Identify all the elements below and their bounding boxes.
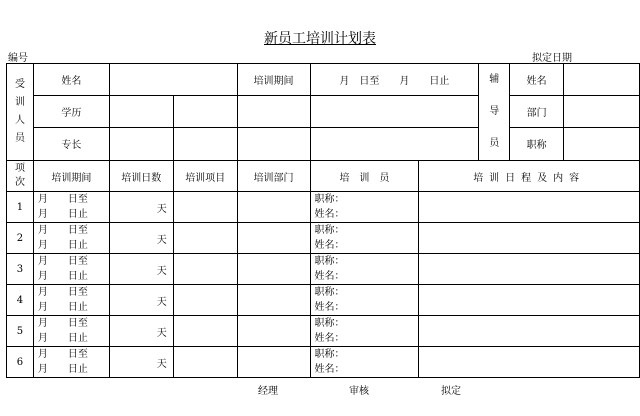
row-department[interactable] — [237, 254, 310, 285]
period-from: 月 日至 — [37, 194, 88, 205]
row-trainer[interactable] — [310, 192, 419, 223]
row-department[interactable] — [237, 347, 310, 378]
table-row — [7, 316, 640, 347]
blank-cell[interactable] — [310, 95, 479, 127]
mentor-group-label: 辅导员 — [479, 64, 510, 161]
period-from: 月 日至 — [37, 318, 88, 329]
row-period[interactable] — [33, 316, 109, 347]
trainee-period-label: 培训期间 — [237, 64, 310, 96]
trainee-group-label: 受训人员 — [7, 64, 34, 161]
trainee-specialty-label: 专长 — [33, 127, 109, 160]
manager-label: 经理 — [258, 386, 278, 397]
row-content[interactable] — [419, 254, 640, 285]
blank-cell[interactable] — [310, 127, 479, 160]
trainer-name: 姓名： — [314, 271, 345, 282]
mentor-title-label: 职称 — [510, 127, 564, 160]
row-project[interactable] — [173, 254, 237, 285]
table-row — [7, 192, 640, 223]
table-row — [7, 223, 640, 254]
period-to: 月 日止 — [37, 364, 88, 375]
trainer-name: 姓名： — [314, 209, 345, 220]
row-content[interactable] — [419, 347, 640, 378]
row-content[interactable] — [419, 192, 640, 223]
number-label: 编号 — [8, 53, 28, 64]
row-no: 3 — [7, 254, 34, 285]
row-trainer[interactable] — [310, 254, 419, 285]
period-to: 月 日止 — [37, 209, 88, 220]
row-no: 6 — [7, 347, 34, 378]
trainer-header: 培 训 员 — [310, 161, 419, 192]
period-to: 月 日止 — [37, 240, 88, 251]
trainee-education-label: 学历 — [33, 95, 109, 127]
row-trainer[interactable] — [310, 347, 419, 378]
training-plan-table — [6, 63, 640, 378]
blank-cell[interactable] — [237, 127, 310, 160]
trainer-name: 姓名： — [314, 302, 345, 313]
trainer-name: 姓名： — [314, 364, 345, 375]
row-department[interactable] — [237, 285, 310, 316]
row-project[interactable] — [173, 285, 237, 316]
row-no: 2 — [7, 223, 34, 254]
schedule-rows — [7, 192, 640, 378]
trainer-title: 职称： — [314, 194, 345, 205]
period-to: 月 日止 — [37, 333, 88, 344]
planned-date-label: 拟定日期 — [532, 53, 572, 64]
period-to: 月 日止 — [37, 271, 88, 282]
row-department[interactable] — [237, 223, 310, 254]
trainer-title: 职称： — [314, 225, 345, 236]
row-content[interactable] — [419, 316, 640, 347]
period-from: 月 日至 — [37, 349, 88, 360]
project-header: 培训项目 — [173, 161, 237, 192]
department-header: 培训部门 — [237, 161, 310, 192]
row-trainer[interactable] — [310, 285, 419, 316]
draft-label: 拟定 — [441, 386, 461, 397]
row-department[interactable] — [237, 316, 310, 347]
trainee-name-label: 姓名 — [33, 64, 109, 96]
mentor-department-label: 部门 — [510, 95, 564, 127]
row-days[interactable]: 天 — [109, 285, 173, 316]
row-trainer[interactable] — [310, 316, 419, 347]
row-period[interactable] — [33, 192, 109, 223]
period-header: 培训期间 — [33, 161, 109, 192]
row-project[interactable] — [173, 223, 237, 254]
trainer-title: 职称： — [314, 287, 345, 298]
mentor-department-field[interactable] — [564, 95, 640, 127]
content-header: 培训日程及内容 — [419, 161, 640, 192]
trainer-name: 姓名： — [314, 240, 345, 251]
row-no: 5 — [7, 316, 34, 347]
mentor-name-field[interactable] — [564, 64, 640, 96]
row-days[interactable]: 天 — [109, 223, 173, 254]
row-period[interactable] — [33, 347, 109, 378]
row-content[interactable] — [419, 223, 640, 254]
trainer-name: 姓名： — [314, 333, 345, 344]
row-content[interactable] — [419, 285, 640, 316]
trainee-specialty-field-2[interactable] — [173, 127, 237, 160]
trainee-specialty-field[interactable] — [109, 127, 173, 160]
row-days[interactable]: 天 — [109, 254, 173, 285]
page-title: 新员工培训计划表 — [264, 31, 376, 47]
period-from: 月 日至 — [37, 287, 88, 298]
table-row — [7, 254, 640, 285]
row-project[interactable] — [173, 316, 237, 347]
mentor-name-label: 姓名 — [510, 64, 564, 96]
blank-cell[interactable] — [237, 95, 310, 127]
trainee-period-field[interactable]: 月 日至 月 日止 — [310, 64, 479, 96]
period-to: 月 日止 — [37, 302, 88, 313]
trainee-name-field[interactable] — [109, 64, 237, 96]
trainee-education-field-2[interactable] — [173, 95, 237, 127]
row-trainer[interactable] — [310, 223, 419, 254]
row-days[interactable]: 天 — [109, 192, 173, 223]
period-from: 月 日至 — [37, 225, 88, 236]
trainer-title: 职称： — [314, 256, 345, 267]
row-days[interactable]: 天 — [109, 316, 173, 347]
trainer-title: 职称： — [314, 349, 345, 360]
trainer-title: 职称： — [314, 318, 345, 329]
row-project[interactable] — [173, 347, 237, 378]
row-project[interactable] — [173, 192, 237, 223]
days-header: 培训日数 — [109, 161, 173, 192]
row-days[interactable]: 天 — [109, 347, 173, 378]
review-label: 审核 — [349, 386, 369, 397]
trainee-education-field[interactable] — [109, 95, 173, 127]
table-row — [7, 285, 640, 316]
row-period[interactable] — [33, 254, 109, 285]
period-from: 月 日至 — [37, 256, 88, 267]
table-row — [7, 347, 640, 378]
row-department[interactable] — [237, 192, 310, 223]
item-no-header: 项次 — [7, 161, 34, 192]
row-period[interactable] — [33, 285, 109, 316]
row-no: 4 — [7, 285, 34, 316]
row-period[interactable] — [33, 223, 109, 254]
row-no: 1 — [7, 192, 34, 223]
mentor-title-field[interactable] — [564, 127, 640, 160]
